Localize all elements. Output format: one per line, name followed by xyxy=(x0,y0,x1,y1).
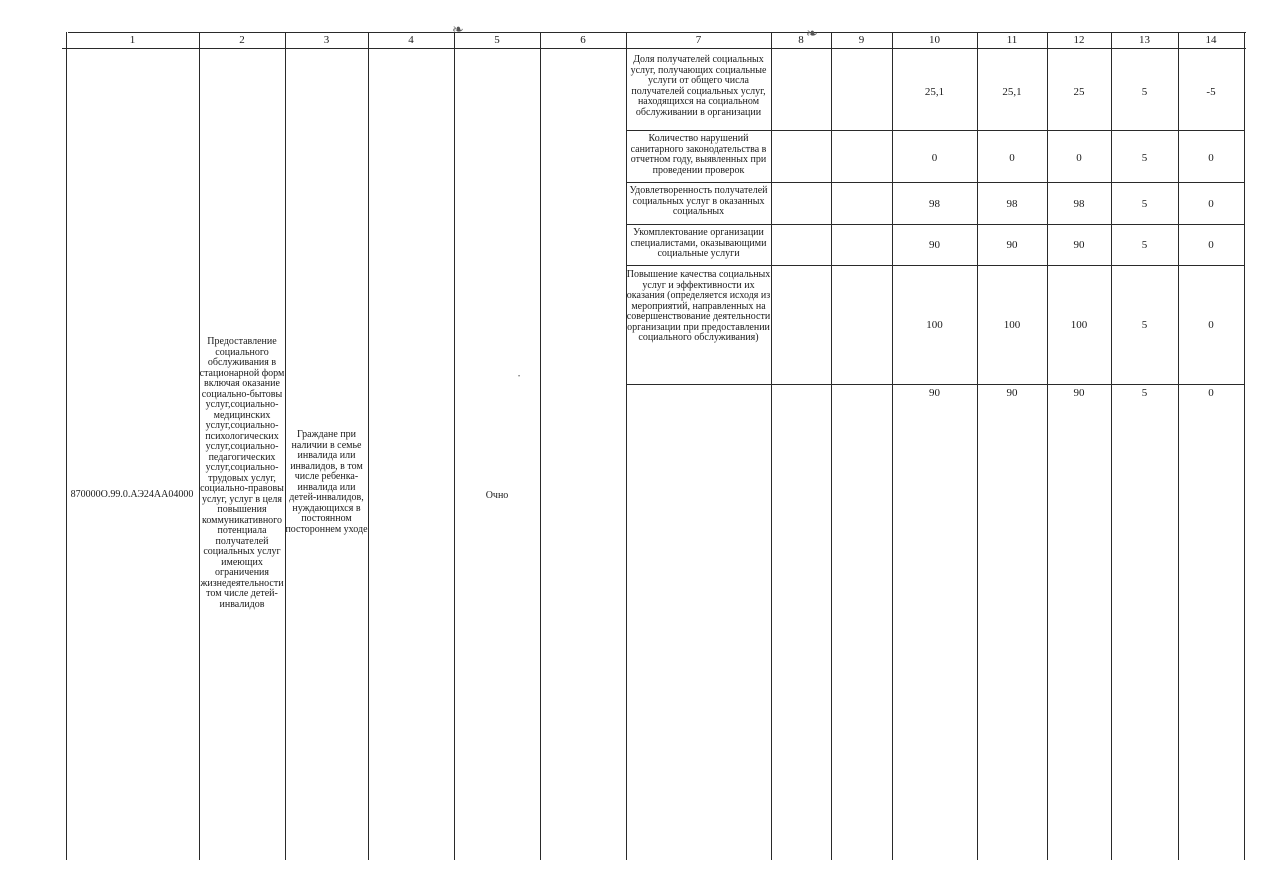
row-value: 90 xyxy=(1073,387,1085,399)
indicator-text: Повышение качества социальных услуг и эффективности их оказания (определяется исходя из мероприятий, направленных на совершенствование деятельности организации при предоставлении социального обслуживания) xyxy=(626,269,771,343)
scan-smudge: ❧ xyxy=(806,27,818,42)
row-value: 98 xyxy=(1073,198,1085,210)
col-border-4 xyxy=(454,32,455,860)
col-border-8 xyxy=(831,32,832,860)
header-col-6: 6 xyxy=(580,34,586,46)
indicator-text: Удовлетворенность получателей социальных услуг в оказанных социальных xyxy=(629,185,768,217)
row-value: 5 xyxy=(1141,387,1148,399)
row-value: 90 xyxy=(1006,239,1018,251)
col-border-3 xyxy=(368,32,369,860)
table-top-line xyxy=(68,32,1246,33)
indicator-text: Укомплектование организации специалистами, оказывающими социальные услуги xyxy=(630,227,767,259)
indicator-text: Количество нарушений санитарного законодательства в отчетном году, выявленных при проведении проверок xyxy=(630,133,767,176)
row-value: 0 xyxy=(1208,387,1214,399)
row-value: 5 xyxy=(1141,319,1148,331)
row-sep-1 xyxy=(626,130,1244,131)
header-col-5: 5 xyxy=(494,34,500,46)
col-border-7 xyxy=(771,32,772,860)
header-col-2: 2 xyxy=(239,34,245,46)
header-col-10: 10 xyxy=(929,34,940,46)
header-col-9: 9 xyxy=(858,34,865,46)
row-value: 0 xyxy=(1076,152,1082,164)
row-value: 90 xyxy=(1073,239,1085,251)
row-value: 0 xyxy=(1208,152,1214,164)
row-value: 98 xyxy=(929,198,940,210)
header-col-11: 11 xyxy=(1006,34,1018,46)
header-col-13: 13 xyxy=(1139,34,1150,46)
row-value: 0 xyxy=(1208,198,1214,210)
col-border-5 xyxy=(540,32,541,860)
row-value: -5 xyxy=(1206,86,1216,98)
row-value: 98 xyxy=(1006,198,1018,210)
header-col-8: 8 xyxy=(798,34,804,46)
row-value: 5 xyxy=(1141,198,1148,210)
service-name: Предоставление социального обслуживания в стационарной форм включая оказание социально-бытовы услуг,социально-медицинских услуг,социально-психологических услуг,социально-педагогических услуг,социально-трудовых услуг, социально-правовы услуг, услуг в целя повышения коммуникативного потенциала получателей социальных услуг имеющих ограничения жизнедеятельности том числе детей-инвалидов xyxy=(199,337,285,610)
row-value: 25 xyxy=(1073,86,1085,98)
row-value: 90 xyxy=(929,239,940,251)
row-value: 100 xyxy=(926,319,943,331)
row-value: 25,1 xyxy=(924,86,945,98)
header-bottom-line xyxy=(62,48,1246,49)
row-value: 25,1 xyxy=(1002,86,1022,98)
row-value: 5 xyxy=(1141,152,1148,164)
row-sep-5 xyxy=(626,384,1244,385)
row-value: 100 xyxy=(1070,319,1088,331)
row-sep-2 xyxy=(626,182,1244,183)
row-value: 90 xyxy=(929,387,940,399)
row-value: 0 xyxy=(1208,239,1214,251)
row-value: 100 xyxy=(1003,319,1021,331)
col-border-14 xyxy=(1244,32,1245,860)
header-col-1: 1 xyxy=(129,34,136,46)
row-value: 90 xyxy=(1006,387,1018,399)
header-col-4: 4 xyxy=(408,34,414,46)
row-value: 0 xyxy=(1009,152,1015,164)
service-form: Очно xyxy=(485,490,509,501)
row-value: 0 xyxy=(931,152,938,164)
row-sep-4 xyxy=(626,265,1244,266)
header-col-14: 14 xyxy=(1205,34,1217,46)
scan-smudge: ❧ xyxy=(452,23,464,38)
service-code: 870000О.99.0.АЭ24АА04000 xyxy=(70,489,194,500)
row-value: 0 xyxy=(1208,319,1214,331)
header-col-3: 3 xyxy=(323,34,330,46)
recipient-category: Граждане при наличии в семье инвалида или инвалидов, в том числе ребенка-инвалида или детей-инвалидов, нуждающихся в постоянном постороннем уходе xyxy=(285,429,368,535)
header-col-7: 7 xyxy=(695,34,702,46)
row-value: 5 xyxy=(1141,86,1148,98)
header-col-12: 12 xyxy=(1073,34,1085,46)
col-border-0 xyxy=(66,32,67,860)
row-value: 5 xyxy=(1141,239,1148,251)
indicator-text: Доля получателей социальных услуг, получающих социальные услуги от общего числа получателей социальных услуг, находящихся на социальном обслуживании в организации xyxy=(630,54,767,118)
scan-dot: • xyxy=(518,374,521,380)
row-sep-3 xyxy=(626,224,1244,225)
